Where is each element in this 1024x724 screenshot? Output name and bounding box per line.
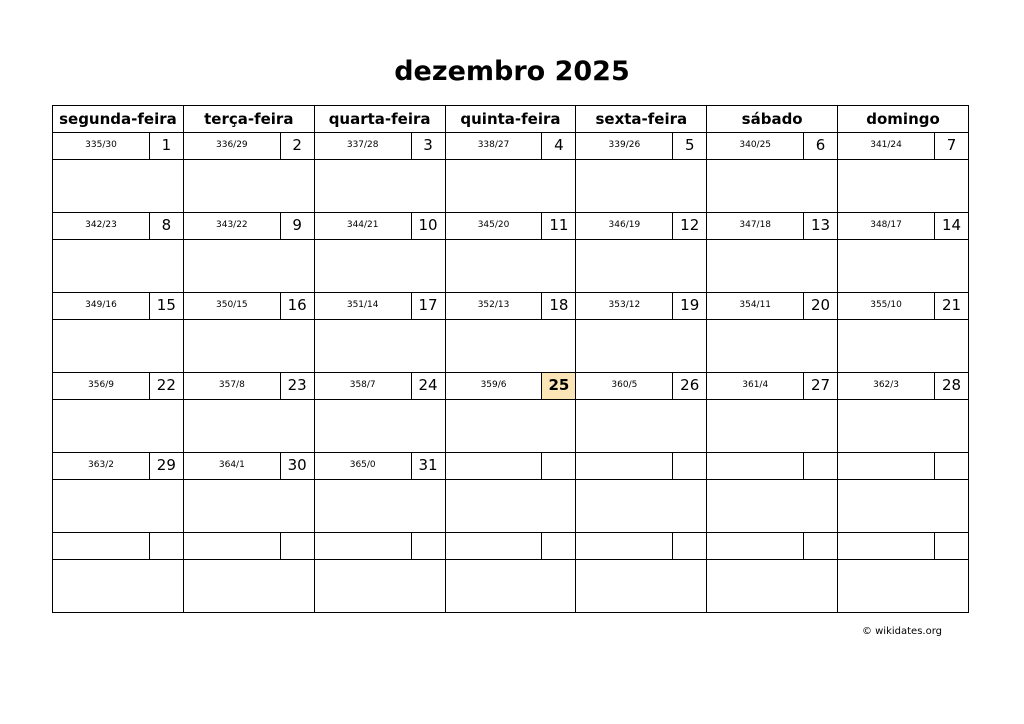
calendar-day-cell — [445, 373, 576, 453]
day-number: 10 — [411, 213, 445, 239]
day-of-year-label: 338/27 — [477, 140, 510, 150]
weekday-header: terça-feira — [183, 106, 314, 133]
calendar-grid — [52, 105, 969, 613]
calendar-day-cell — [576, 453, 707, 533]
calendar-day-cell — [707, 293, 838, 373]
day-number: 4 — [541, 133, 575, 159]
day-of-year-label: 342/23 — [85, 220, 117, 230]
calendar-day-cell — [314, 293, 445, 373]
weekday-header: sexta-feira — [576, 106, 707, 133]
day-of-year-label: 351/14 — [346, 300, 379, 310]
calendar-week-row — [53, 213, 969, 293]
calendar-body — [53, 133, 969, 613]
day-of-year-label: 364/1 — [218, 460, 245, 470]
day-number: 7 — [934, 133, 968, 159]
calendar-day-cell — [183, 133, 314, 213]
day-number — [541, 453, 575, 479]
weekday-header: domingo — [838, 106, 969, 133]
day-number: 24 — [411, 373, 445, 399]
calendar-day-cell — [314, 373, 445, 453]
calendar-day-cell — [576, 213, 707, 293]
day-number: 17 — [411, 293, 445, 319]
day-of-year-label: 347/18 — [739, 220, 772, 230]
day-of-year-label: 344/21 — [346, 220, 379, 230]
day-of-year-label: 345/20 — [477, 220, 510, 230]
calendar-day-cell — [838, 213, 969, 293]
calendar-day-cell — [576, 533, 707, 613]
day-of-year-label: 353/12 — [608, 300, 641, 310]
day-number: 22 — [149, 373, 183, 399]
day-of-year-label: 365/0 — [349, 460, 376, 470]
day-number — [541, 533, 575, 559]
day-number — [672, 533, 706, 559]
day-number: 23 — [280, 373, 314, 399]
day-number: 18 — [541, 293, 575, 319]
holiday-day-number: 25 — [541, 373, 575, 399]
calendar-day-cell — [838, 533, 969, 613]
calendar-day-cell — [707, 453, 838, 533]
day-of-year-label: 348/17 — [870, 220, 902, 230]
day-of-year-label: 339/26 — [608, 140, 641, 150]
day-of-year-label: 355/10 — [870, 300, 902, 310]
calendar-day-cell — [53, 133, 184, 213]
calendar-day-cell — [838, 293, 969, 373]
calendar-day-cell — [183, 293, 314, 373]
calendar-day-cell — [314, 213, 445, 293]
day-number: 14 — [934, 213, 968, 239]
day-of-year-label: 356/9 — [88, 380, 114, 390]
calendar-day-cell — [183, 533, 314, 613]
day-number: 21 — [934, 293, 968, 319]
day-of-year-label: 352/13 — [477, 300, 510, 310]
calendar-title: dezembro 2025 — [394, 56, 630, 87]
calendar-day-cell — [314, 133, 445, 213]
day-number — [411, 533, 445, 559]
calendar-day-cell — [838, 133, 969, 213]
day-of-year-label: 360/5 — [611, 380, 638, 390]
calendar-day-cell — [445, 213, 576, 293]
copyright-notice: © wikidates.org — [861, 626, 942, 637]
day-number: 26 — [672, 373, 706, 399]
day-number — [803, 533, 837, 559]
calendar-day-cell — [707, 213, 838, 293]
day-number — [280, 533, 314, 559]
day-number: 11 — [541, 213, 575, 239]
day-number — [803, 453, 837, 479]
day-of-year-label: 361/4 — [742, 380, 769, 390]
day-number: 31 — [411, 453, 445, 479]
day-number: 6 — [803, 133, 837, 159]
day-of-year-label: 335/30 — [85, 140, 117, 150]
day-of-year-label: 358/7 — [349, 380, 376, 390]
day-number: 20 — [803, 293, 837, 319]
day-number: 28 — [934, 373, 968, 399]
weekday-header: quarta-feira — [314, 106, 445, 133]
calendar-day-cell — [53, 293, 184, 373]
day-number: 19 — [672, 293, 706, 319]
calendar-day-cell — [53, 533, 184, 613]
calendar-day-cell — [445, 453, 576, 533]
calendar-day-cell — [314, 453, 445, 533]
day-of-year-label: 359/6 — [480, 380, 507, 390]
calendar-day-cell — [576, 293, 707, 373]
day-number — [934, 533, 968, 559]
day-of-year-label: 346/19 — [608, 220, 641, 230]
day-number: 16 — [280, 293, 314, 319]
day-of-year-label: 336/29 — [216, 140, 248, 150]
day-number: 9 — [280, 213, 314, 239]
day-of-year-label: 343/22 — [216, 220, 248, 230]
calendar-day-cell — [53, 373, 184, 453]
weekday-header: sábado — [707, 106, 838, 133]
day-number: 3 — [411, 133, 445, 159]
calendar-day-cell — [445, 133, 576, 213]
calendar-week-row — [53, 533, 969, 613]
day-number — [149, 533, 183, 559]
calendar-day-cell — [183, 453, 314, 533]
day-number: 27 — [803, 373, 837, 399]
calendar-day-cell — [445, 533, 576, 613]
day-of-year-label: 354/11 — [739, 300, 772, 310]
calendar-day-cell — [314, 533, 445, 613]
calendar-day-cell — [707, 373, 838, 453]
calendar-day-cell — [183, 373, 314, 453]
day-number: 13 — [803, 213, 837, 239]
day-number: 1 — [149, 133, 183, 159]
day-of-year-label: 349/16 — [85, 300, 117, 310]
day-number: 2 — [280, 133, 314, 159]
calendar-week-row — [53, 373, 969, 453]
calendar-day-cell — [53, 213, 184, 293]
day-of-year-label: 341/24 — [870, 140, 902, 150]
calendar-day-cell — [576, 133, 707, 213]
calendar-day-cell — [183, 213, 314, 293]
weekday-header-row — [53, 106, 969, 133]
day-of-year-label: 337/28 — [346, 140, 379, 150]
day-number: 5 — [672, 133, 706, 159]
calendar-day-cell — [838, 453, 969, 533]
day-of-year-label: 340/25 — [739, 140, 772, 150]
day-number: 30 — [280, 453, 314, 479]
calendar-day-cell — [707, 533, 838, 613]
weekday-header: quinta-feira — [445, 106, 576, 133]
day-of-year-label: 363/2 — [88, 460, 114, 470]
day-number: 29 — [149, 453, 183, 479]
calendar-day-cell — [707, 133, 838, 213]
calendar-week-row — [53, 453, 969, 533]
calendar-week-row — [53, 293, 969, 373]
day-number — [934, 453, 968, 479]
day-number: 15 — [149, 293, 183, 319]
weekday-header: segunda-feira — [53, 106, 184, 133]
calendar-day-cell — [445, 293, 576, 373]
day-number — [672, 453, 706, 479]
day-of-year-label: 350/15 — [216, 300, 248, 310]
calendar-day-cell — [53, 453, 184, 533]
day-of-year-label: 362/3 — [873, 380, 900, 390]
day-of-year-label: 357/8 — [218, 380, 245, 390]
day-number: 12 — [672, 213, 706, 239]
calendar-week-row — [53, 133, 969, 213]
calendar-day-cell — [838, 373, 969, 453]
calendar-day-cell — [576, 373, 707, 453]
day-number: 8 — [149, 213, 183, 239]
